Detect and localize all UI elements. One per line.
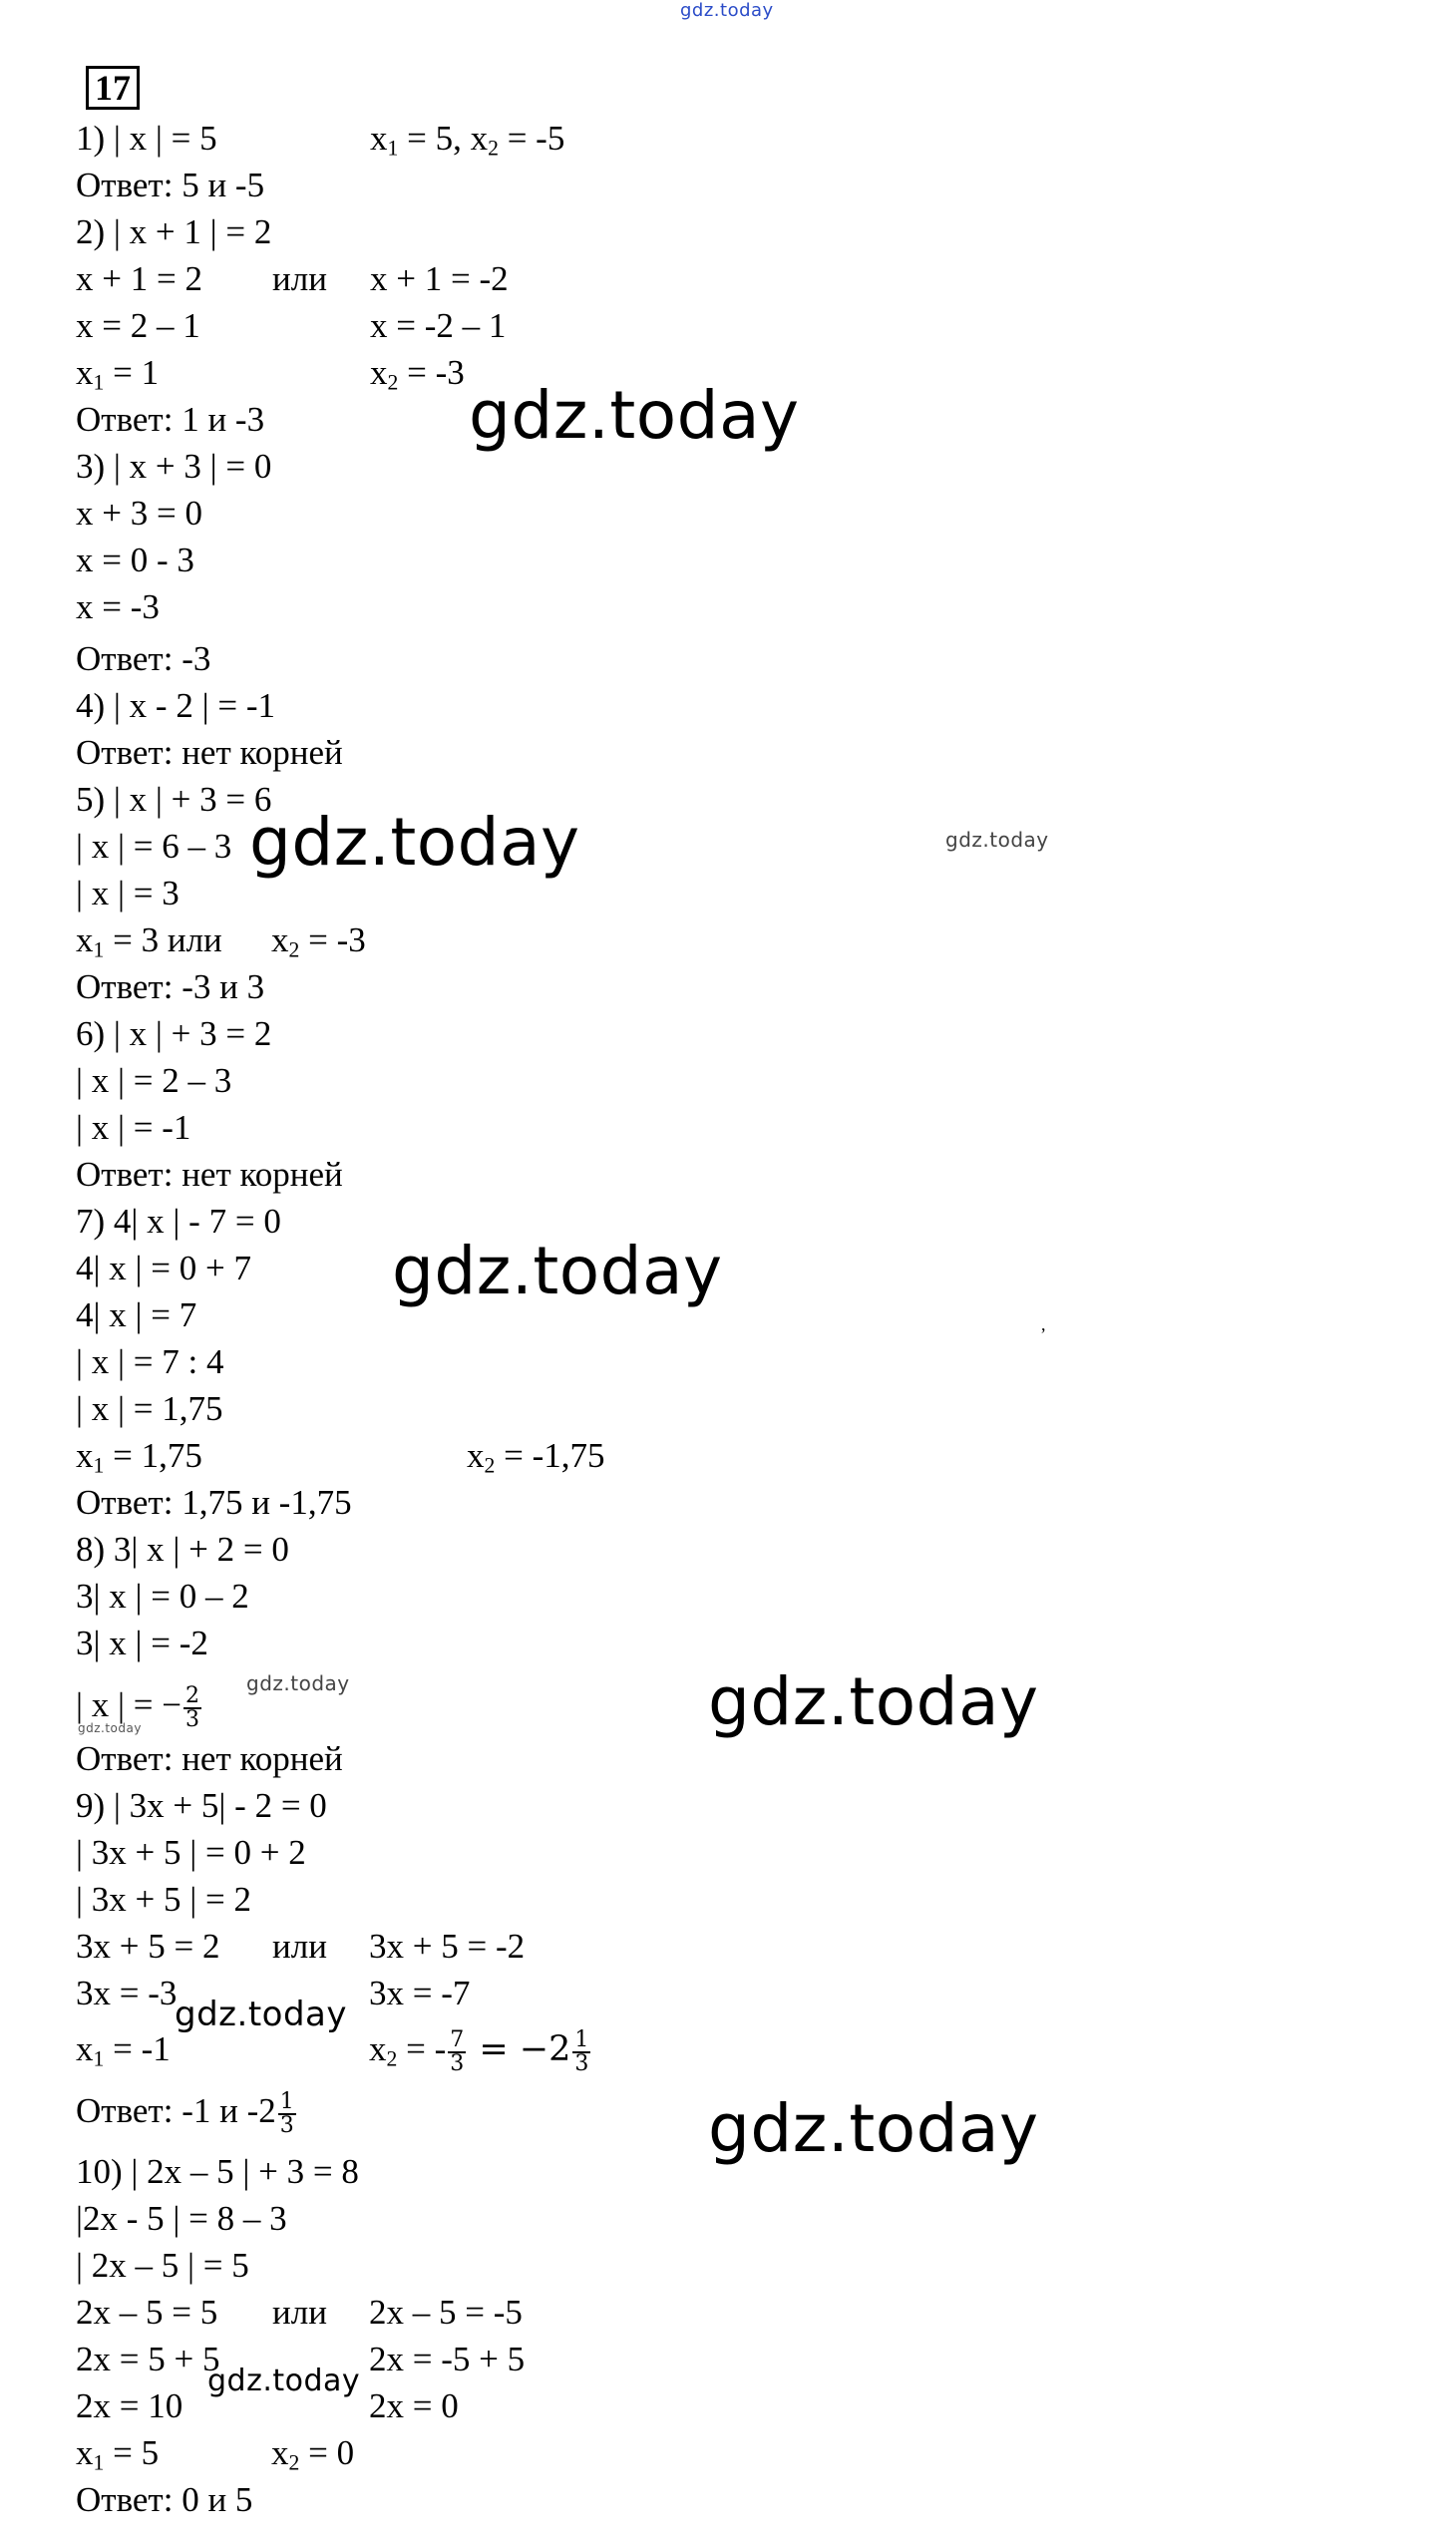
- eq-2-case-2: x + 1 = -2: [370, 259, 509, 298]
- eq-2-step-1: x = 2 – 1: [76, 306, 200, 345]
- eq-10-step-6: 2x = 0: [369, 2386, 459, 2425]
- eq-10-step-2: | 2x – 5 | = 5: [76, 2246, 249, 2285]
- answer-9: Ответ: -1 и -2 $\frac{1}{3}$: [76, 2089, 294, 2138]
- stray-mark: ,: [1041, 1314, 1046, 1334]
- eq-7-step-4: | x | = 1,75: [76, 1389, 223, 1428]
- root-9-1: $x_1 = -1$: [76, 2029, 171, 2071]
- watermark: gdz.today: [392, 1233, 723, 1309]
- eq-10-step-5: 2x = 10: [76, 2386, 183, 2425]
- watermark-tiny: gdz.today: [78, 1721, 142, 1735]
- eq-3-step-2: x = 0 - 3: [76, 541, 194, 579]
- answer-8: Ответ: нет корней: [76, 1739, 343, 1778]
- eq-7-step-1: 4| x | = 0 + 7: [76, 1249, 251, 1287]
- eq-7-step-2: 4| x | = 7: [76, 1295, 197, 1334]
- watermark: gdz.today: [175, 1995, 347, 2034]
- eq-5: 5) | x | + 3 = 6: [76, 780, 272, 819]
- eq-3-step-1: x + 3 = 0: [76, 494, 202, 533]
- or-word: или: [272, 259, 327, 298]
- watermark-small: gdz.today: [246, 1671, 350, 1695]
- eq-1: 1) | x | = 5: [76, 119, 217, 158]
- eq-10: 10) | 2x – 5 | + 3 = 8: [76, 2152, 359, 2191]
- root-2-1: $x_1 = 1$: [76, 353, 160, 395]
- answer-4: Ответ: нет корней: [76, 733, 343, 772]
- eq-5-step-2: | x | = 3: [76, 874, 180, 912]
- fraction: $\frac{1}{3}$: [574, 2027, 589, 2076]
- or-word: или: [272, 2293, 327, 2332]
- fraction: $\frac{7}{3}$: [450, 2027, 465, 2076]
- eq-4: 4) | x - 2 | = -1: [76, 686, 275, 725]
- root-2-2: $x_2 = -3$: [370, 353, 465, 395]
- root-7-1: $x_1 = 1,75$: [76, 1436, 202, 1478]
- eq-10-step-1: |2x - 5 | = 8 – 3: [76, 2199, 287, 2238]
- eq-2-step-2: x = -2 – 1: [370, 306, 507, 345]
- answer-6: Ответ: нет корней: [76, 1155, 343, 1194]
- fraction: $\frac{2}{3}$: [185, 1683, 199, 1732]
- answer-3: Ответ: -3: [76, 639, 211, 678]
- watermark: gdz.today: [708, 1663, 1039, 1740]
- watermark-top: gdz.today: [680, 0, 774, 21]
- answer-1: Ответ: 5 и -5: [76, 166, 265, 204]
- eq-8: 8) 3| x | + 2 = 0: [76, 1530, 289, 1569]
- eq-3-step-3: x = -3: [76, 587, 160, 626]
- eq-8-step-2: 3| x | = -2: [76, 1624, 208, 1662]
- eq-6-step-2: | x | = -1: [76, 1108, 191, 1147]
- answer-5: Ответ: -3 и 3: [76, 967, 265, 1006]
- watermark-small: gdz.today: [945, 828, 1049, 852]
- fraction: $\frac{1}{3}$: [279, 2089, 294, 2138]
- eq-10-case-2: 2x – 5 = -5: [369, 2293, 523, 2332]
- or-word: или: [272, 1927, 327, 1966]
- answer-10: Ответ: 0 и 5: [76, 2480, 253, 2519]
- answer-7: Ответ: 1,75 и -1,75: [76, 1483, 352, 1522]
- root-7-2: $x_2 = -1,75$: [467, 1436, 605, 1478]
- root-10-1: $x_1 = 5$: [76, 2433, 160, 2475]
- eq-10-case-1: 2x – 5 = 5: [76, 2293, 218, 2332]
- eq-5-step-1: | x | = 6 – 3: [76, 827, 232, 866]
- watermark: gdz.today: [249, 804, 580, 881]
- watermark: gdz.today: [469, 377, 800, 454]
- eq-10-step-4: 2x = -5 + 5: [369, 2340, 526, 2378]
- watermark: gdz.today: [708, 2090, 1039, 2167]
- eq-8-step-1: 3| x | = 0 – 2: [76, 1577, 249, 1616]
- eq-2-case-1: x + 1 = 2: [76, 259, 202, 298]
- root-9-2: $x_2$ = - $\frac{7}{3}$ = −2 $\frac{1}{3}$: [369, 2027, 589, 2076]
- root-5-1: $x_1 = 3$ или: [76, 920, 222, 962]
- eq-9-step-3: 3x = -3: [76, 1974, 178, 2012]
- eq-6-step-1: | x | = 2 – 3: [76, 1061, 232, 1100]
- root-10-2: $x_2 = 0$: [271, 2433, 355, 2475]
- eq-9-step-4: 3x = -7: [369, 1974, 471, 2012]
- root-5-2: $x_2 = -3$: [271, 920, 366, 962]
- eq-8-step-3: | x | = − $\frac{2}{3}$: [76, 1683, 199, 1732]
- eq-10-step-3: 2x = 5 + 5: [76, 2340, 220, 2378]
- eq-9: 9) | 3x + 5| - 2 = 0: [76, 1786, 327, 1825]
- eq-7-step-3: | x | = 7 : 4: [76, 1342, 224, 1381]
- task-number: 17: [86, 66, 140, 110]
- eq-7: 7) 4| x | - 7 = 0: [76, 1202, 281, 1241]
- eq-9-step-1: | 3x + 5 | = 0 + 2: [76, 1833, 306, 1872]
- eq-9-case-2: 3x + 5 = -2: [369, 1927, 526, 1966]
- eq-3: 3) | x + 3 | = 0: [76, 447, 272, 486]
- eq-9-step-2: | 3x + 5 | = 2: [76, 1880, 251, 1919]
- watermark: gdz.today: [207, 2364, 361, 2398]
- roots-1: $x_1 = 5$, $x_2 = -5$: [370, 119, 565, 161]
- eq-6: 6) | x | + 3 = 2: [76, 1014, 272, 1053]
- eq-9-case-1: 3x + 5 = 2: [76, 1927, 220, 1966]
- answer-2: Ответ: 1 и -3: [76, 400, 265, 439]
- eq-2: 2) | x + 1 | = 2: [76, 212, 272, 251]
